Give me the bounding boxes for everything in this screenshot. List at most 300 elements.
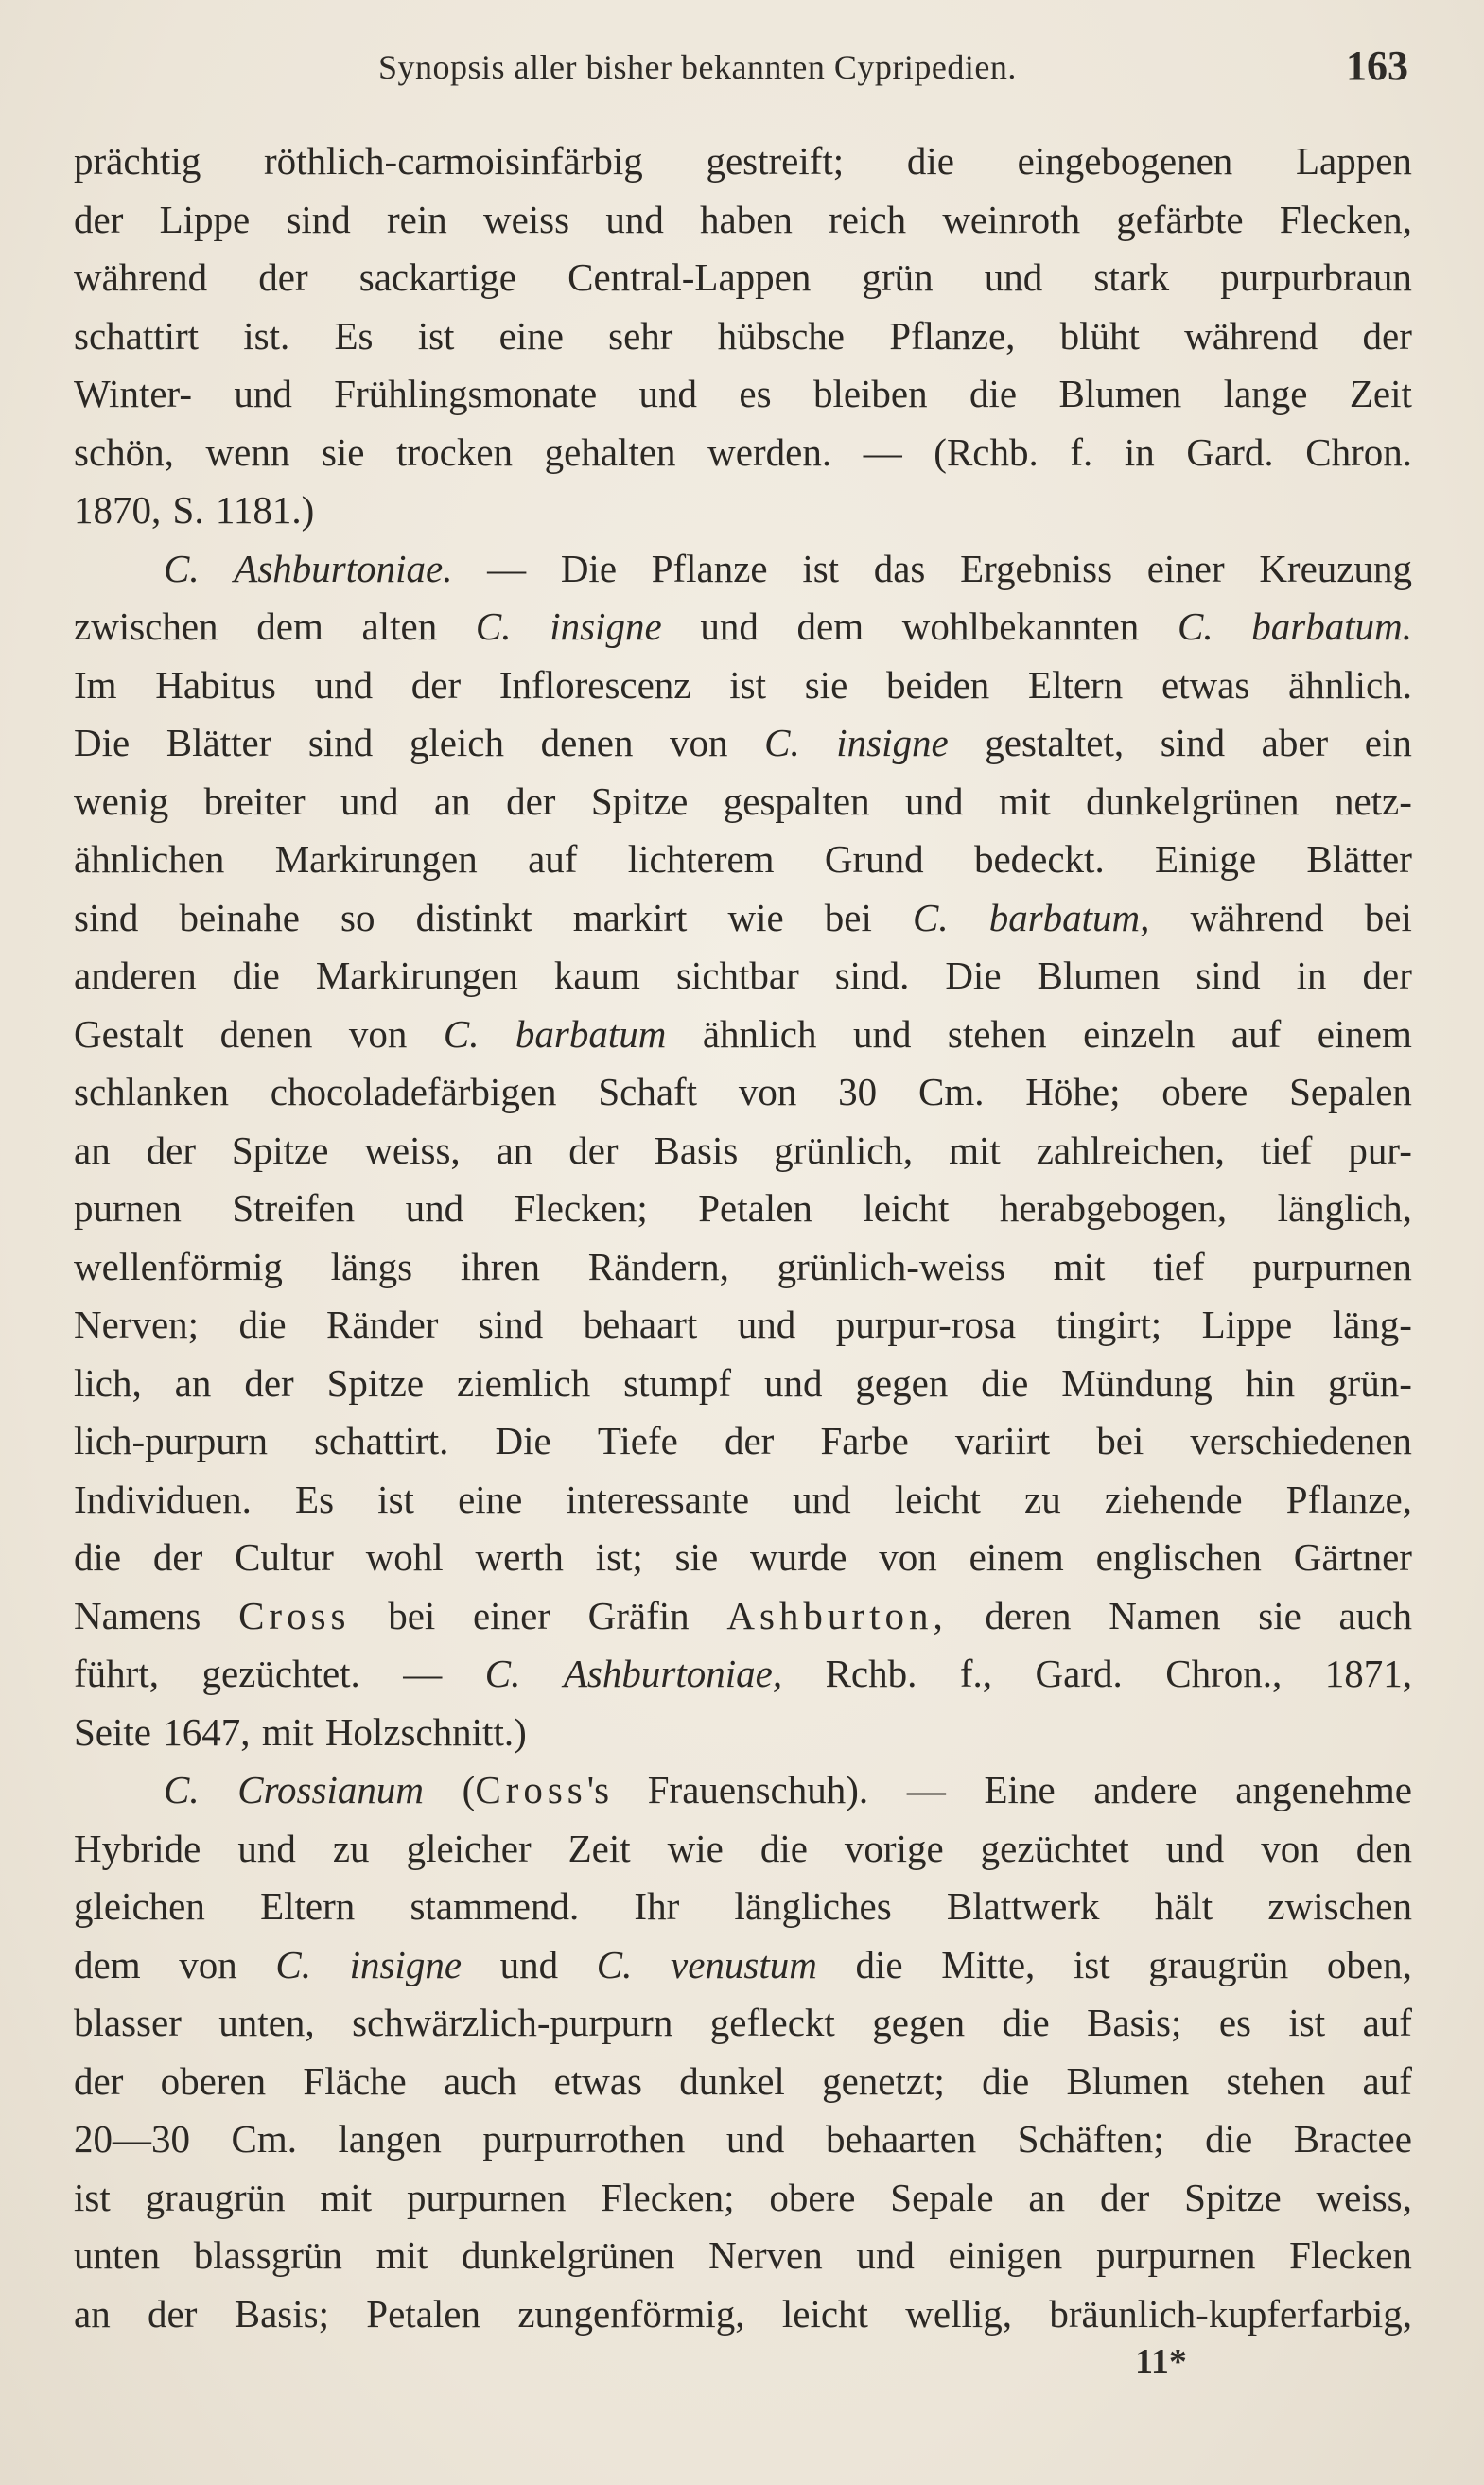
- text-word: herabgebogen,: [999, 1186, 1228, 1230]
- text-word: der: [152, 1535, 203, 1579]
- text-word: dunkel: [679, 2058, 785, 2103]
- text-word: grün-: [1328, 1360, 1412, 1405]
- text-line: [74, 1122, 1412, 1181]
- text-word: die: [74, 1535, 122, 1579]
- text-word: und: [852, 1011, 912, 1056]
- text-word: sie: [1258, 1593, 1301, 1637]
- text-word: länglich,: [1277, 1186, 1412, 1230]
- text-word: angenehme: [1235, 1768, 1412, 1811]
- text-word: ist: [74, 2175, 111, 2219]
- text-word: Pflanze: [651, 546, 768, 590]
- text-word: die: [1205, 2117, 1253, 2161]
- text-line: [74, 1587, 1412, 1646]
- text-word: purpurnen: [406, 2175, 567, 2219]
- text-word: der: [410, 662, 462, 707]
- text-word: Die: [945, 954, 1002, 997]
- text-word: Die: [560, 546, 618, 590]
- text-word: und: [234, 372, 292, 415]
- text-word: tief: [1260, 1128, 1313, 1172]
- text-word: Hybride: [74, 1826, 201, 1870]
- text-line: [74, 481, 1412, 540]
- text-word: von: [670, 721, 728, 764]
- text-word: gezüchtet.: [201, 1652, 360, 1695]
- text-word: Basis;: [234, 2291, 329, 2336]
- text-word: an: [496, 1128, 533, 1172]
- text-word: C.: [475, 604, 512, 648]
- text-word: und: [237, 1826, 296, 1870]
- text-word: der: [74, 197, 124, 241]
- text-word: behaarten: [825, 2117, 977, 2161]
- text-word: zu: [1024, 1477, 1061, 1521]
- text-word: grünlich-weiss: [777, 1244, 1005, 1288]
- text-word: und: [314, 662, 374, 707]
- text-word: ist;: [595, 1535, 643, 1579]
- text-word: Blätter: [166, 721, 272, 764]
- text-word: prächtig: [74, 139, 201, 183]
- text-word: Blattwerk: [946, 1884, 1100, 1928]
- text-word: an: [74, 1128, 111, 1172]
- text-word: der: [568, 1128, 619, 1172]
- text-word: Nerven;: [74, 1303, 200, 1346]
- text-word: gefärbte: [1116, 197, 1244, 241]
- text-line: [74, 2285, 1412, 2344]
- text-word: C.: [764, 721, 800, 764]
- text-word: ist: [377, 1477, 414, 1521]
- text-word: leicht: [894, 1477, 981, 1521]
- text-word: und: [499, 1942, 559, 1986]
- text-word: Spitze: [1184, 2175, 1282, 2219]
- text-word: ist: [1073, 1942, 1110, 1986]
- text-word: der: [258, 255, 308, 299]
- text-line: [74, 773, 1412, 831]
- text-line: [74, 714, 1412, 773]
- text-word: die: [906, 139, 954, 183]
- text-line: [74, 1761, 1412, 1820]
- text-word: der: [146, 1128, 196, 1172]
- text-word: Lappen: [1295, 139, 1412, 183]
- text-line: [74, 947, 1412, 1006]
- text-word: mit: [320, 2175, 373, 2219]
- text-word: pur-: [1348, 1128, 1412, 1172]
- text-line: [74, 2053, 1412, 2111]
- text-line: [74, 1994, 1412, 2053]
- text-word: Seite: [74, 1709, 151, 1754]
- text-word: ähnlichen: [74, 837, 225, 881]
- text-word: reich: [829, 197, 907, 241]
- text-word: stumpf: [623, 1360, 732, 1405]
- text-word: der: [148, 2291, 198, 2336]
- text-word: Petalen: [698, 1186, 812, 1230]
- text-word: dem: [74, 1942, 141, 1986]
- text-word: auf: [1362, 2001, 1412, 2044]
- text-word: wurde: [749, 1535, 847, 1579]
- text-word: —: [487, 546, 527, 590]
- text-word: führt,: [74, 1652, 159, 1695]
- text-word: lichterem: [627, 837, 775, 881]
- text-word: gezüchtet: [980, 1826, 1129, 1870]
- text-word: schwärzlich-purpurn: [352, 2001, 673, 2044]
- text-word: breiter: [203, 779, 306, 823]
- text-word: auf: [1362, 2058, 1412, 2103]
- text-word: weiss: [482, 197, 570, 241]
- text-word: sie: [804, 662, 848, 707]
- text-word: hält: [1154, 1884, 1213, 1928]
- text-word: Lippe: [159, 197, 251, 241]
- text-word: Die: [495, 1419, 551, 1462]
- text-word: Grund: [824, 837, 924, 881]
- text-word: Eltern: [1028, 662, 1124, 707]
- text-word: läng-: [1332, 1303, 1412, 1346]
- text-word: langen: [338, 2117, 442, 2161]
- text-word: die: [1002, 2001, 1050, 2044]
- text-word: Winter-: [74, 372, 193, 415]
- text-word: wohl: [365, 1535, 444, 1579]
- text-word: an: [74, 2291, 111, 2336]
- text-word: Gräfin: [587, 1593, 690, 1637]
- text-word: Namens: [74, 1593, 201, 1637]
- text-word: denen: [219, 1011, 313, 1056]
- text-word: alten: [361, 604, 438, 648]
- text-line: [74, 1180, 1412, 1238]
- text-word: Pflanze,: [1285, 1477, 1412, 1521]
- text-word: Chron.,: [1165, 1652, 1283, 1695]
- text-word: und: [725, 2117, 785, 2161]
- text-word: leicht: [781, 2291, 868, 2336]
- text-word: und: [737, 1303, 796, 1346]
- body-text: [74, 132, 1412, 2343]
- text-word: barbatum,: [988, 895, 1150, 939]
- text-word: beiden: [886, 662, 990, 707]
- text-line: [74, 598, 1412, 656]
- text-word: gleichen: [74, 1884, 205, 1928]
- text-word: zu: [332, 1826, 370, 1870]
- text-word: sind: [478, 1303, 544, 1346]
- text-word: stehen: [1226, 2058, 1326, 2103]
- text-word: bedeckt.: [973, 837, 1105, 881]
- text-word: chocoladefärbigen: [270, 1070, 557, 1113]
- text-word: von: [348, 1011, 408, 1056]
- text-word: Rändern,: [587, 1244, 729, 1288]
- text-word: —: [906, 1768, 946, 1811]
- text-word: bei: [388, 1593, 436, 1637]
- text-word: bei: [824, 895, 872, 939]
- text-word: Mitte,: [941, 1942, 1036, 1986]
- text-word: Cm.: [917, 1070, 985, 1113]
- text-word: Flecken;: [514, 1186, 648, 1230]
- text-line: [74, 307, 1412, 366]
- text-word: ist: [729, 662, 766, 707]
- text-word: Flecken: [1289, 2233, 1412, 2277]
- text-word: wellig,: [905, 2291, 1013, 2336]
- text-word: auf: [528, 837, 578, 881]
- text-word: sind: [1196, 954, 1261, 997]
- text-line: [74, 1878, 1412, 1936]
- text-word: mit: [949, 1128, 1001, 1172]
- text-word: C.: [164, 546, 200, 590]
- text-word: 20—30: [74, 2117, 190, 2161]
- text-word: dem: [256, 604, 323, 648]
- text-word: Spitze: [231, 1128, 329, 1172]
- text-word: Ashburtoniae,: [563, 1652, 783, 1695]
- text-word: Petalen: [366, 2291, 480, 2336]
- text-word: von: [738, 1070, 797, 1113]
- text-word: Eine: [984, 1768, 1056, 1811]
- text-word: Ergebniss: [960, 546, 1113, 590]
- text-word: Rchb.: [825, 1652, 917, 1695]
- text-word: Flecken,: [1279, 197, 1412, 241]
- text-line: [74, 889, 1412, 948]
- text-word: trocken: [396, 429, 514, 474]
- text-word: die: [969, 372, 1018, 415]
- text-word: ähnlich: [702, 1011, 817, 1056]
- signature-mark: 11*: [1135, 2342, 1187, 2382]
- text-word: hin: [1245, 1360, 1296, 1405]
- text-word: auch: [1338, 1593, 1412, 1637]
- text-word: der: [74, 2058, 124, 2103]
- text-word: graugrün: [145, 2175, 286, 2219]
- text-word: an: [433, 779, 471, 823]
- text-word: C.: [484, 1652, 521, 1695]
- text-line: [74, 365, 1412, 424]
- text-word: Zeit: [567, 1826, 631, 1870]
- text-word: Frühlingsmonate: [334, 372, 598, 415]
- text-word: purpurnen: [1252, 1244, 1412, 1288]
- text-word: Cross: [238, 1593, 351, 1637]
- text-word: es: [1218, 2001, 1251, 2044]
- text-word: Habitus: [155, 662, 276, 707]
- text-word: unten,: [218, 2001, 315, 2044]
- text-word: ist: [417, 313, 455, 358]
- text-word: an: [174, 1360, 212, 1405]
- text-word: venustum: [671, 1942, 817, 1986]
- text-word: Im: [74, 662, 117, 707]
- text-word: sie: [321, 429, 365, 474]
- text-word: eine: [458, 1477, 523, 1521]
- text-word: C.: [443, 1011, 480, 1056]
- text-word: englischen: [1095, 1535, 1262, 1579]
- text-word: von: [1261, 1826, 1319, 1870]
- text-word: blasser: [74, 2001, 182, 2044]
- text-word: leicht: [863, 1186, 950, 1230]
- text-word: und: [856, 2233, 915, 2277]
- text-word: behaart: [583, 1303, 698, 1346]
- text-word: Höhe;: [1025, 1070, 1121, 1113]
- text-word: genetzt;: [822, 2058, 945, 2103]
- text-word: ist: [1288, 2001, 1326, 2044]
- text-word: C.: [1177, 604, 1213, 648]
- text-word: und: [605, 197, 664, 241]
- text-word: der: [244, 1360, 294, 1405]
- text-word: mit: [375, 2233, 428, 2277]
- text-word: dunkelgrünen: [1086, 779, 1300, 823]
- text-word: und: [984, 255, 1043, 299]
- text-word: stehen: [947, 1011, 1047, 1056]
- text-word: es: [739, 372, 772, 415]
- text-word: gestreift;: [706, 139, 845, 183]
- text-word: Fläche: [303, 2058, 407, 2103]
- text-word: Farbe: [820, 1419, 909, 1462]
- text-word: blüht: [1059, 313, 1140, 358]
- text-word: gleicher: [406, 1826, 532, 1870]
- text-word: obere: [769, 2175, 856, 2219]
- text-word: barbatum.: [1251, 604, 1412, 648]
- text-line: [74, 2227, 1412, 2285]
- text-line: [74, 1296, 1412, 1355]
- text-word: der: [506, 779, 556, 823]
- text-word: insigne: [550, 604, 662, 648]
- text-word: Namen: [1109, 1593, 1221, 1637]
- text-word: den: [1355, 1826, 1412, 1870]
- text-word: einzeln: [1083, 1011, 1196, 1056]
- text-word: C.: [164, 1768, 200, 1811]
- text-word: die: [238, 1303, 287, 1346]
- text-word: der: [1099, 2175, 1150, 2219]
- text-word: blassgrün: [193, 2233, 342, 2277]
- text-word: Eltern: [260, 1884, 356, 1928]
- text-word: einem: [1317, 1011, 1412, 1056]
- text-word: f.,: [959, 1652, 993, 1695]
- text-word: Schäften;: [1017, 2117, 1164, 2161]
- text-line: [74, 249, 1412, 307]
- text-word: Bractee: [1293, 2117, 1412, 2161]
- text-word: denen: [540, 721, 634, 764]
- text-word: Zeit: [1349, 372, 1412, 415]
- text-word: lange: [1223, 372, 1308, 415]
- text-word: und: [1165, 1826, 1225, 1870]
- text-word: Central-Lappen: [567, 255, 812, 299]
- text-word: während: [74, 255, 208, 299]
- text-word: purpurrothen: [482, 2117, 686, 2161]
- text-word: gestaltet,: [985, 721, 1125, 764]
- text-word: und: [763, 1360, 823, 1405]
- text-word: rein: [387, 197, 447, 241]
- text-word: mit: [261, 1709, 314, 1754]
- text-word: und: [340, 779, 399, 823]
- text-word: Blumen: [1058, 372, 1182, 415]
- text-word: anderen: [74, 954, 197, 997]
- text-word: lich-purpurn: [74, 1419, 268, 1462]
- text-word: (Cross's: [462, 1768, 610, 1811]
- text-word: hübsche: [717, 313, 846, 358]
- text-word: Gard.: [1186, 429, 1274, 474]
- text-word: dem: [796, 604, 864, 648]
- text-word: Chron.: [1305, 429, 1412, 474]
- text-word: Gärtner: [1293, 1535, 1412, 1579]
- text-word: wohlbekannten: [901, 604, 1140, 648]
- text-word: 1647,: [163, 1709, 251, 1754]
- text-word: mit: [1053, 1244, 1106, 1288]
- text-line: [74, 831, 1412, 889]
- text-word: schlanken: [74, 1070, 229, 1113]
- text-word: weiss,: [364, 1128, 461, 1172]
- text-word: in: [1296, 954, 1327, 997]
- text-word: gefleckt: [709, 2001, 835, 2044]
- text-line: [74, 2169, 1412, 2228]
- text-word: das: [873, 546, 926, 590]
- text-word: mit: [998, 779, 1051, 823]
- text-word: C.: [912, 895, 949, 939]
- text-word: Inflorescenz: [498, 662, 691, 707]
- text-line: [74, 1936, 1412, 1995]
- text-word: Ränder: [326, 1303, 439, 1346]
- text-word: ihren: [460, 1244, 541, 1288]
- text-word: sackartige: [358, 255, 516, 299]
- text-line: [74, 1006, 1412, 1064]
- text-word: stammend.: [410, 1884, 580, 1928]
- text-word: sind: [74, 895, 139, 939]
- text-word: ist.: [243, 313, 290, 358]
- text-word: grünlich,: [774, 1128, 914, 1172]
- text-word: und: [405, 1186, 464, 1230]
- text-word: ein: [1364, 721, 1412, 764]
- text-word: Basis;: [1087, 2001, 1182, 2044]
- text-line: [74, 1238, 1412, 1297]
- text-word: verschiedenen: [1190, 1419, 1412, 1462]
- text-word: purpur-rosa: [835, 1303, 1017, 1346]
- text-word: schattirt.: [314, 1419, 449, 1462]
- text-word: sind: [307, 721, 374, 764]
- text-word: längs: [330, 1244, 413, 1288]
- text-word: wie: [727, 895, 784, 939]
- text-word: beinahe: [179, 895, 300, 939]
- text-word: Lippe: [1201, 1303, 1293, 1346]
- text-word: etwas: [553, 2058, 642, 2103]
- text-word: distinkt: [415, 895, 532, 939]
- text-word: variirt: [954, 1419, 1051, 1462]
- text-word: und: [905, 779, 964, 823]
- text-word: einigen: [948, 2233, 1063, 2277]
- text-word: Gestalt: [74, 1011, 184, 1056]
- text-word: und: [638, 372, 698, 415]
- text-word: S.: [172, 488, 204, 532]
- text-word: weiss,: [1316, 2175, 1412, 2219]
- text-word: purpurnen: [1095, 2233, 1256, 2277]
- text-word: 30: [838, 1070, 878, 1113]
- text-word: —: [403, 1652, 443, 1695]
- text-word: einem: [969, 1535, 1064, 1579]
- text-word: Spitze: [326, 1360, 425, 1405]
- text-word: grün: [862, 255, 934, 299]
- text-word: sind.: [834, 954, 910, 997]
- text-word: Cultur: [235, 1535, 334, 1579]
- text-word: während: [1184, 313, 1318, 358]
- text-word: Kreuzung: [1259, 546, 1412, 590]
- text-word: obere: [1161, 1070, 1248, 1113]
- text-word: die: [982, 2058, 1030, 2103]
- text-word: dunkelgrünen: [461, 2233, 675, 2277]
- text-word: die: [759, 1826, 808, 1870]
- text-word: f.: [1070, 429, 1093, 474]
- text-word: Mündung: [1061, 1360, 1213, 1405]
- text-word: die: [981, 1360, 1029, 1405]
- text-word: Es: [334, 313, 374, 358]
- text-word: Sepale: [890, 2175, 994, 2219]
- text-word: zwischen: [74, 604, 218, 648]
- text-word: röthlich-carmoisinfärbig: [264, 139, 643, 183]
- text-word: Cross: [475, 1768, 587, 1811]
- text-word: 's: [586, 1768, 610, 1811]
- text-word: gleich: [409, 721, 505, 764]
- text-word: tief: [1153, 1244, 1205, 1288]
- text-line: [74, 1704, 1412, 1762]
- text-word: Ashburton,: [726, 1593, 948, 1637]
- text-line: [74, 1471, 1412, 1530]
- text-word: Cm.: [231, 2117, 298, 2161]
- text-word: Markirungen: [315, 954, 518, 997]
- text-word: in: [1124, 429, 1155, 474]
- text-word: Frauenschuh).: [647, 1768, 869, 1811]
- text-word: schön,: [74, 429, 174, 474]
